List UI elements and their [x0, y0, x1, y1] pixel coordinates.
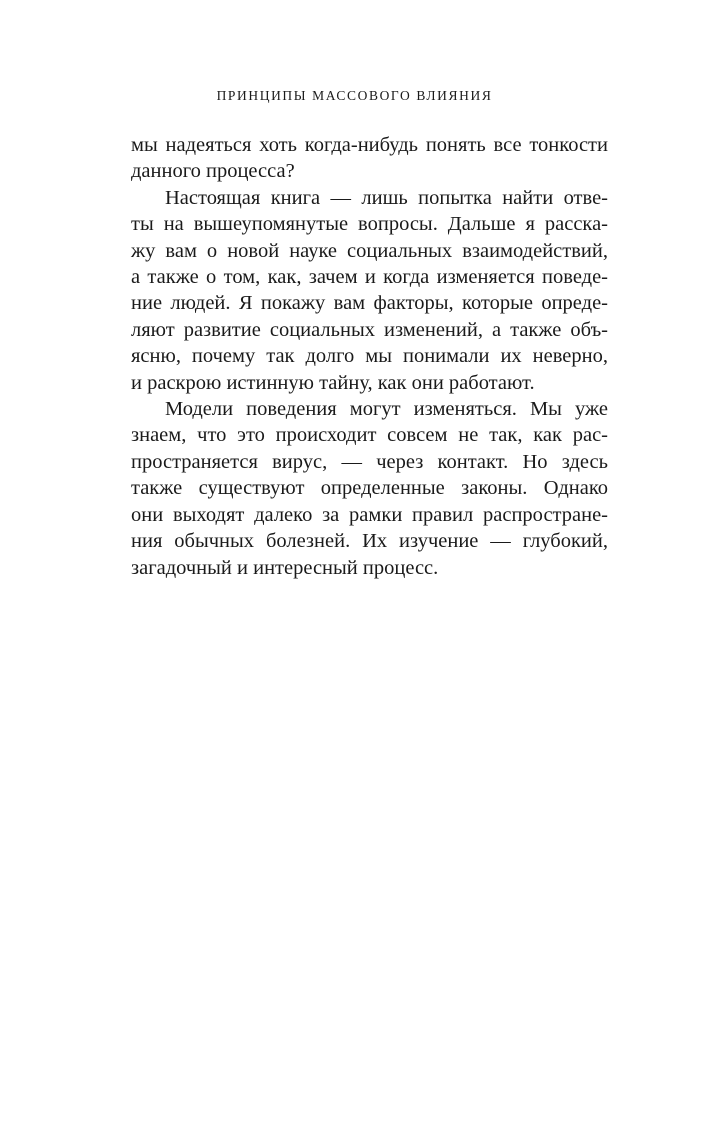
text-line: ляют развитие социальных изменений, а также объ- — [131, 318, 608, 341]
text-line: пространяется вирус, — через контакт. Но здесь — [131, 450, 608, 473]
text-line: а также о том, как, зачем и когда изменяется поведе- — [131, 266, 608, 289]
text-line: Модели поведения могут изменяться. Мы уже — [165, 398, 608, 421]
text-line: данного процесса? — [131, 160, 295, 183]
paragraph-3 — [131, 396, 608, 581]
paragraph-1 — [131, 132, 608, 185]
running-head: ПРИНЦИПЫ МАССОВОГО ВЛИЯНИЯ — [216, 88, 493, 103]
text-line: знаем, что это происходит совсем не так, как рас- — [131, 424, 608, 447]
text-line: Настоящая книга — лишь попытка найти отве- — [165, 186, 608, 209]
text-line: жу вам о новой науке социальных взаимодействий, — [131, 239, 608, 262]
text-line: ние людей. Я покажу вам факторы, которые опреде- — [131, 292, 608, 315]
text-line: ясню, почему так долго мы понимали их неверно, — [131, 345, 608, 368]
text-line: и раскрою истинную тайну, как они работают. — [131, 371, 535, 394]
text-line: они выходят далеко за рамки правил распростране- — [131, 503, 608, 526]
body-text — [131, 132, 608, 581]
text-line: также существуют определенные законы. Однако — [131, 477, 608, 500]
text-line: мы надеяться хоть когда-нибудь понять все тонкости — [131, 134, 608, 156]
text-line: загадочный и интересный процесс. — [131, 556, 439, 579]
paragraph-2 — [131, 185, 608, 396]
text-line: ты на вышеупомянутые вопросы. Дальше я расска- — [131, 213, 608, 236]
text-line: ния обычных болезней. Их изучение — глубокий, — [131, 530, 608, 553]
